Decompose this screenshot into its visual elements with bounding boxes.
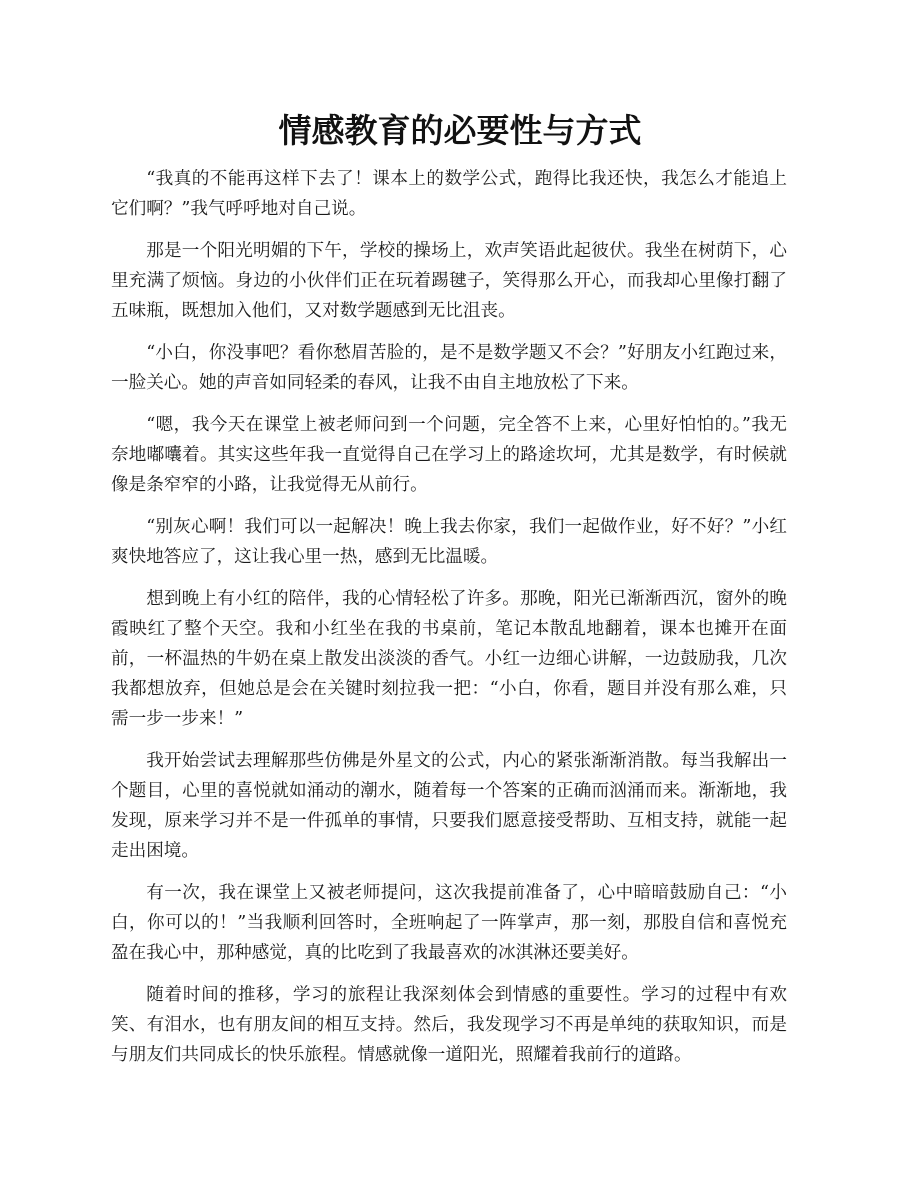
paragraph-2: 那是一个阳光明媚的下午，学校的操场上，欢声笑语此起彼伏。我坐在树荫下，心里充满了烦恼。身边的小伙伴们正在玩着踢毽子，笑得那么开心，而我却心里像打翻了五味瓶，既想加入他们，又对数学题感到无比沮丧。 bbox=[111, 241, 787, 321]
document-title: 情感教育的必要性与方式 bbox=[278, 111, 642, 150]
paragraph-7: 我开始尝试去理解那些仿佛是外星文的公式，内心的紧张渐渐消散。每当我解出一个题目，心里的喜悦就如涌动的潮水，随着每一个答案的正确而汹涌而来。渐渐地，我发现，原来学习并不是一件孤单的事情，只要我们愿意接受帮助、互相支持，就能一起走出困境。 bbox=[111, 751, 787, 861]
document-body bbox=[111, 164, 787, 1082]
paragraph-4: “嗯，我今天在课堂上被老师问到一个问题，完全答不上来，心里好怕怕的。”我无奈地嘟囔着。其实这些年我一直觉得自己在学习上的路途坎坷，尤其是数学，有时候就像是条窄窄的小路，让我觉得无从前行。 bbox=[111, 415, 787, 495]
paragraph-1: “我真的不能再这样下去了！课本上的数学公式，跑得比我还快，我怎么才能追上它们啊？”我气呼呼地对自己说。 bbox=[111, 169, 787, 219]
paragraph-6: 想到晚上有小红的陪伴，我的心情轻松了许多。那晚，阳光已渐渐西沉，窗外的晚霞映红了整个天空。我和小红坐在我的书桌前，笔记本散乱地翻着，课本也摊开在面前，一杯温热的牛奶在桌上散发出淡淡的香气。小红一边细心讲解，一边鼓励我，几次我都想放弃，但她总是会在关键时刻拉我一把：“小白，你看，题目并没有那么难，只需一步一步来！” bbox=[111, 589, 787, 729]
paragraph-5: “别灰心啊！我们可以一起解决！晚上我去你家，我们一起做作业，好不好？”小红爽快地答应了，这让我心里一热，感到无比温暖。 bbox=[111, 517, 787, 567]
paragraph-8: 有一次，我在课堂上又被老师提问，这次我提前准备了，心中暗暗鼓励自己：“小白，你可以的！”当我顺利回答时，全班响起了一阵掌声，那一刻，那股自信和喜悦充盈在我心中，那种感觉，真的比吃到了我最喜欢的冰淇淋还要美好。 bbox=[111, 883, 787, 963]
paragraph-3: “小白，你没事吧？看你愁眉苦脸的，是不是数学题又不会？”好朋友小红跑过来，一脸关心。她的声音如同轻柔的春风，让我不由自主地放松了下来。 bbox=[111, 343, 787, 393]
paragraph-9: 随着时间的推移，学习的旅程让我深刻体会到情感的重要性。学习的过程中有欢笑、有泪水，也有朋友间的相互支持。然后，我发现学习不再是单纯的获取知识，而是与朋友们共同成长的快乐旅程。情感就像一道阳光，照耀着我前行的道路。 bbox=[111, 985, 787, 1065]
